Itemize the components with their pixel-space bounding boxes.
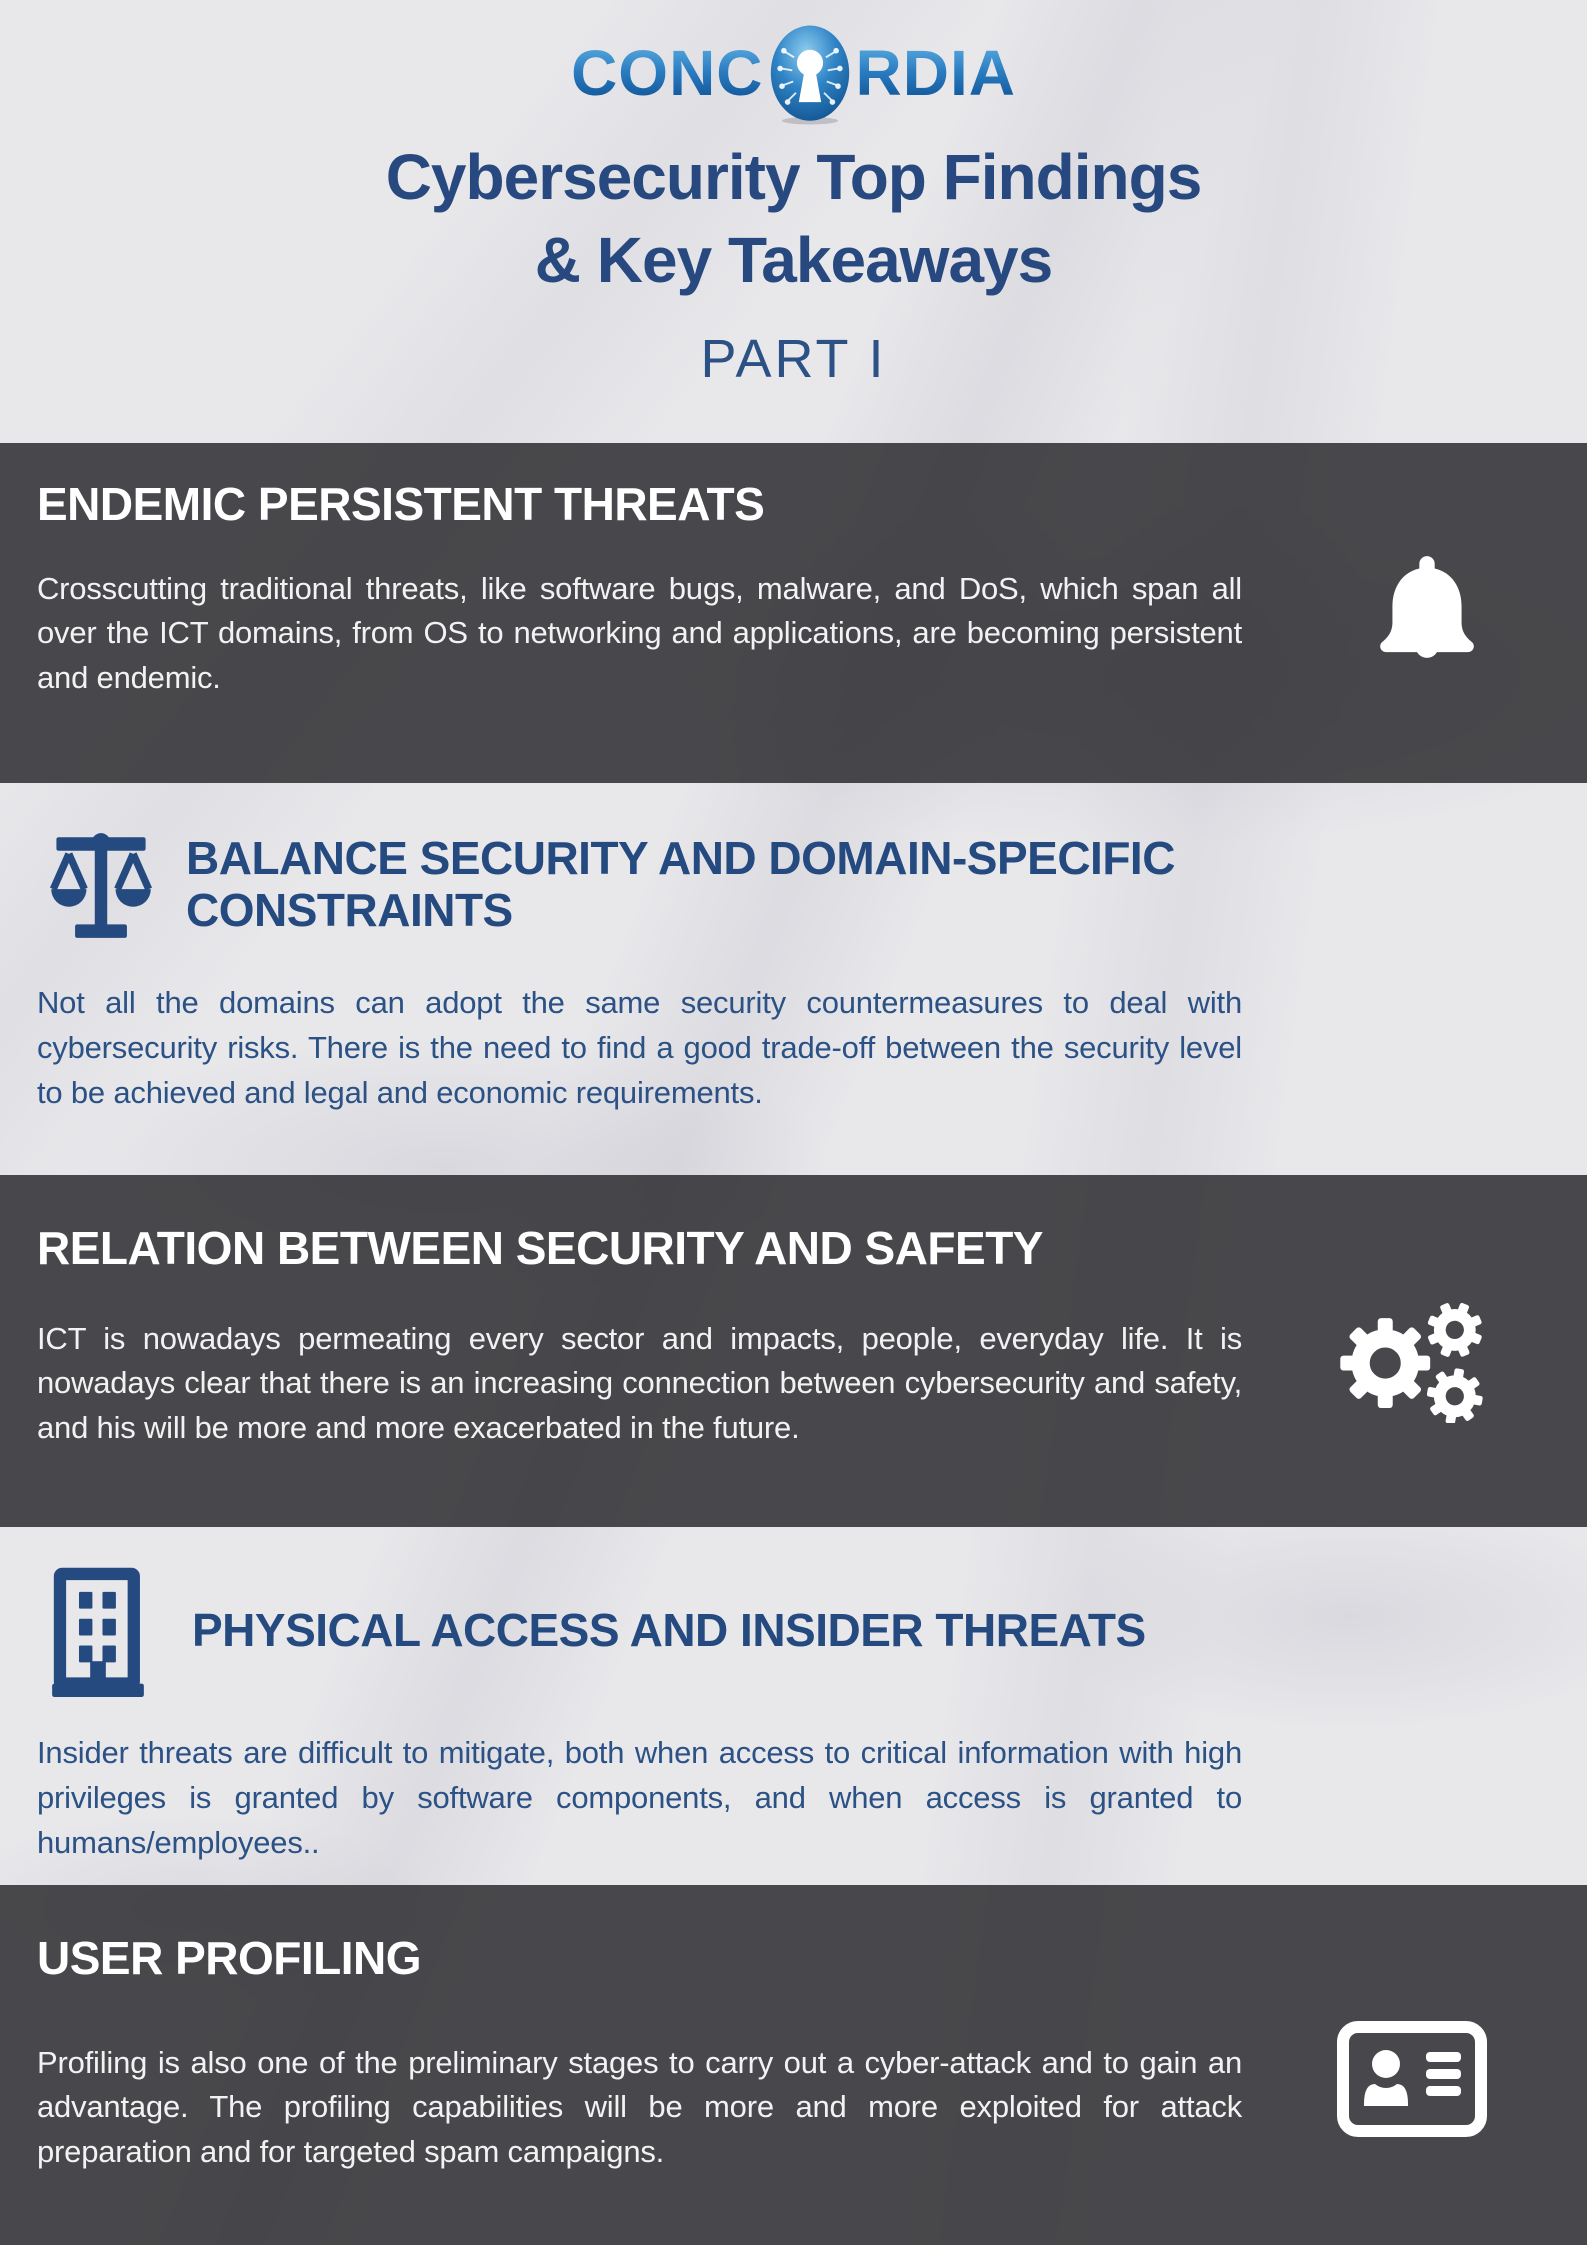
page-title-line1: Cybersecurity Top Findings: [385, 141, 1202, 213]
section-user-profiling: [0, 1885, 1587, 2245]
header: [0, 0, 1587, 443]
bell-icon: [1379, 543, 1475, 669]
id-card-icon: [1336, 2020, 1488, 2138]
gears-icon: [1337, 1301, 1487, 1423]
section-body: Crosscutting traditional threats, like software bugs, malware, and DoS, which span all over the ICT domains, from OS to networking and applications, are becoming persistent and endemic.: [37, 570, 1242, 696]
page-subtitle: PART I: [700, 329, 887, 390]
globe-keyhole-icon: [768, 23, 852, 127]
section-physical-access: [0, 1527, 1587, 1885]
section-body: Insider threats are difficult to mitigate, both when access to critical information with high privileges is granted by software components, and when access is granted to humans/employees..: [37, 1735, 1242, 1860]
section-heading: RELATION BETWEEN SECURITY AND SAFETY: [37, 1222, 1043, 1274]
section-heading: ENDEMIC PERSISTENT THREATS: [37, 478, 765, 530]
section-endemic-persistent-threats: [0, 443, 1587, 783]
section-heading-line1: BALANCE SECURITY AND DOMAIN-SPECIFIC: [186, 832, 1175, 885]
building-icon: [44, 1565, 152, 1697]
scales-icon: [42, 829, 160, 941]
logo-text-left: CONC: [571, 37, 764, 109]
section-heading: [186, 833, 1175, 936]
logo-text-right: RDIA: [855, 37, 1016, 109]
section-heading: PHYSICAL ACCESS AND INSIDER THREATS: [192, 1604, 1146, 1657]
section-body: Not all the domains can adopt the same security countermeasures to deal with cybersecurity risks. There is the need to find a good trade-off between the security level to be achieved and legal and economic requirements.: [37, 985, 1242, 1110]
section-heading-line2: CONSTRAINTS: [186, 884, 513, 936]
section-heading: USER PROFILING: [37, 1932, 422, 1984]
concordia-logo: [0, 18, 1587, 128]
page-title: [0, 136, 1587, 302]
page-title-line2: & Key Takeaways: [534, 224, 1053, 297]
section-body: ICT is nowadays permeating every sector and impacts, people, everyday life. It is nowadays clear that there is an increasing connection between cybersecurity and safety, and his will be more and more exacerbated in the future.: [37, 1320, 1242, 1446]
section-body: Profiling is also one of the preliminary stages to carry out a cyber-attack and to gain an advantage. The profiling capabilities will be more and more exploited for attack preparation and for targeted spam campaigns.: [37, 2044, 1242, 2170]
section-relation-security-safety: [0, 1175, 1587, 1527]
section-balance-security: [0, 783, 1587, 1175]
